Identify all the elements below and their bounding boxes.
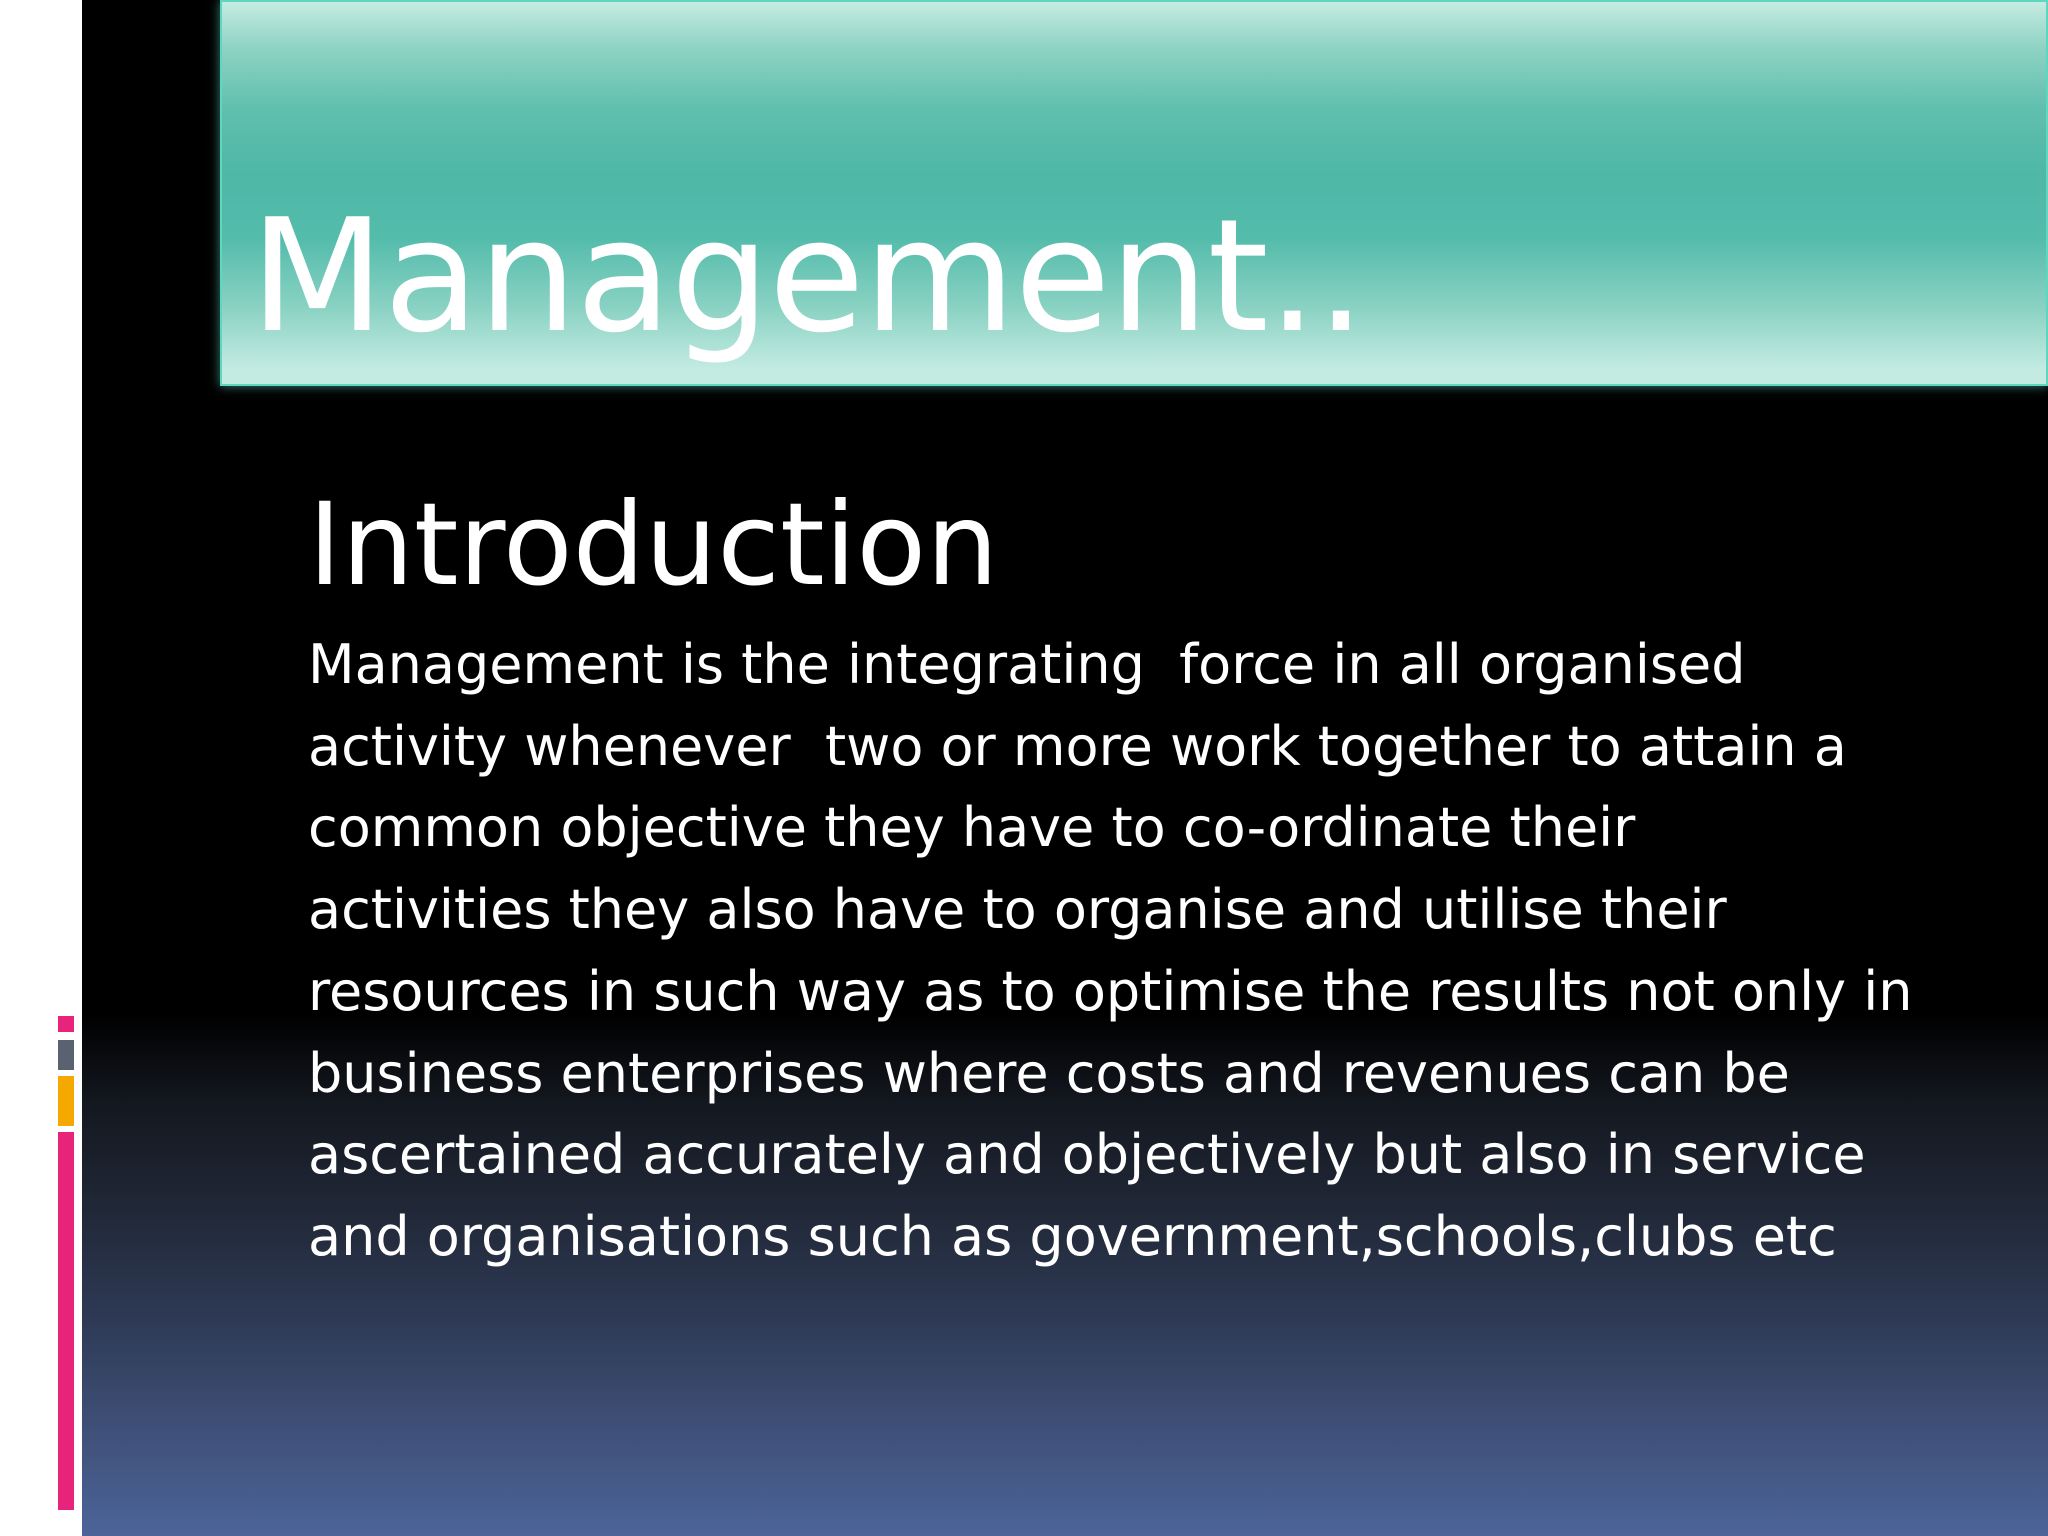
accent-gray [58,1040,74,1070]
body-line: and organisations such as government,schools,clubs etc [308,1204,1837,1268]
body-line: business enterprises where costs and revenues can be [308,1041,1790,1105]
slide-title: Management.. [250,185,1365,367]
accent-pink-top [58,1016,74,1032]
slide-subtitle: Introduction [308,478,999,611]
body-line: Management is the integrating force in all organised [308,633,1746,696]
body-line: activities they also have to organise and utilise their [308,878,1727,942]
body-line: resources in such way as to optimise the results not only in [308,959,1913,1023]
body-line: common objective they have to co-ordinate their [308,796,1636,860]
accent-pink-long [58,1132,74,1510]
body-text [308,624,2008,1278]
body-line: ascertained accurately and objectively but also in service [308,1123,1866,1187]
accent-orange [58,1076,74,1126]
body-line: activity whenever two or more work together to attain a [308,714,1847,778]
